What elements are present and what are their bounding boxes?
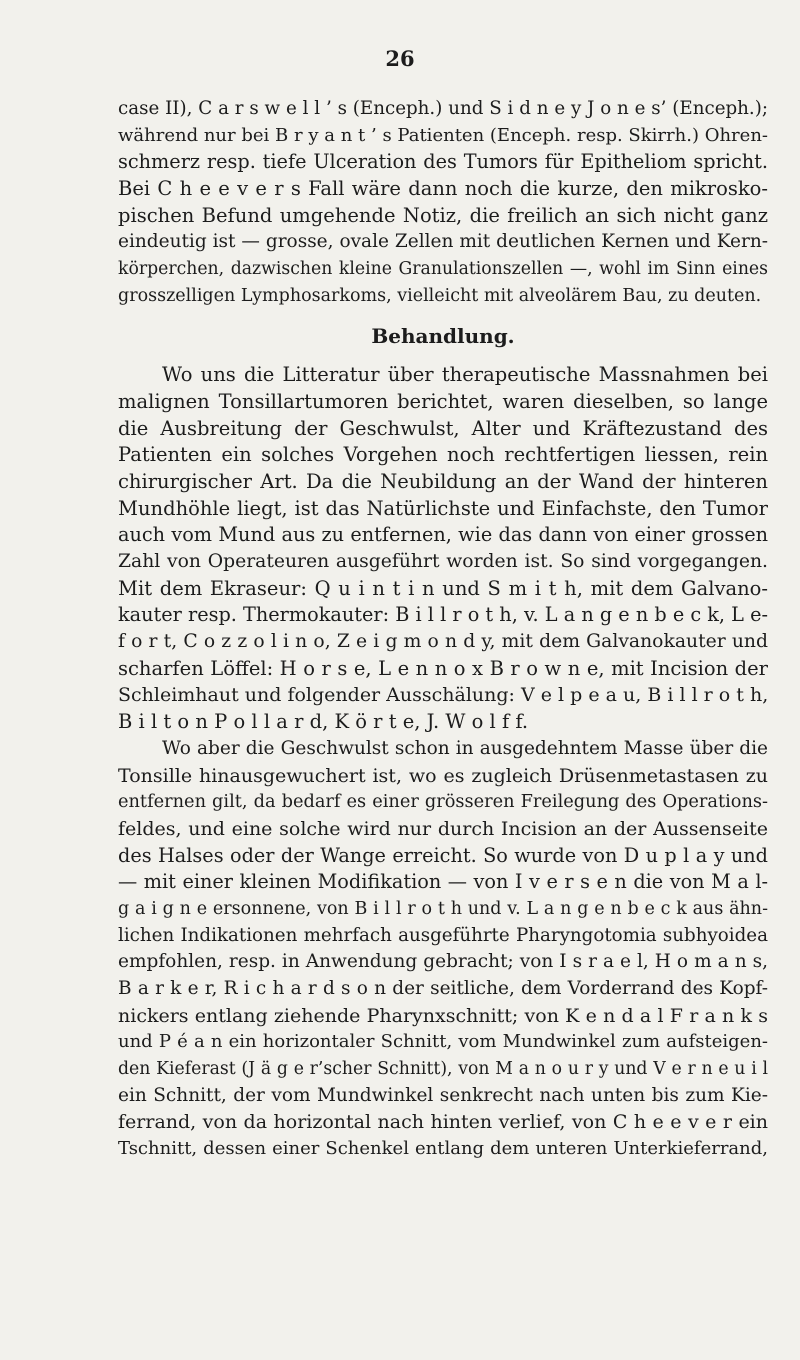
text-line: Wo uns die Litteratur über therapeutische Massnahmen bei [162,363,768,387]
text-line: Zahl von Operateuren ausgeführt worden ist. So sind vorgegangen. [118,551,768,572]
text-line: lichen Indikationen mehrfach ausgeführte Pharyngotomia subhyoidea [118,924,768,946]
text-line: Patienten ein solches Vorgehen noch rechtfertigen liessen, rein [118,443,768,467]
paragraph-2 [118,362,768,736]
text-line: kauter resp. Thermokauter: B i l l r o t h, v. L a n g e n b e c k, L e- [118,603,768,627]
text-line: während nur bei B r y a n t ’ s Patienten (Enceph. resp. Skirrh.) Ohren- [118,124,768,146]
text-line: auch vom Mund aus zu entfernen, wie das dann von einer grossen [118,523,768,547]
text-body [118,96,768,1163]
text-line: Mit dem Ekraseur: Q u i n t i n und S m i t h, mit dem Galvano- [118,576,768,600]
text-line: grosszelligen Lymphosarkoms, vielleicht mit alveolärem Bau, zu deuten. [118,285,762,306]
text-line: den Kieferast (J ä g e r’scher Schnitt), von M a n o u r y und V e r n e u i l [118,1059,768,1080]
section-heading: Behandlung. [371,323,515,348]
text-line: ein Schnitt, der vom Mundwinkel senkrecht nach unten bis zum Kie- [118,1084,768,1106]
text-line: ferrand, von da horizontal nach hinten verlief, von C h e e v e r ein [118,1111,768,1134]
text-line: Wo aber die Geschwulst schon in ausgedehntem Masse über die [162,737,768,759]
text-line: des Halses oder der Wange erreicht. So wurde von D u p l a y und [118,843,768,867]
paragraph-1 [118,96,768,310]
text-line: Schleimhaut und folgender Ausschälung: V e l p e a u, B i l l r o t h, [118,684,769,707]
text-line: körperchen, dazwischen kleine Granulationszellen —, wohl im Sinn eines [118,259,768,280]
text-line: Mundhöhle liegt, ist das Natürlichste und Einfachste, den Tumor [118,496,768,520]
text-line: nickers entlang ziehende Pharynxschnitt; von K e n d a l F r a n k s [118,1004,768,1027]
text-line: chirurgischer Art. Da die Neubildung an der Wand der hinteren [118,469,768,493]
text-line: eindeutig ist — grosse, ovale Zellen mit deutlichen Kernen und Kern- [118,231,768,253]
text-line: B i l t o n P o l l a r d, K ö r t e, J. W o l f f. [118,710,529,734]
text-line: malignen Tonsillartumoren berichtet, waren dieselben, so lange [118,389,768,413]
text-line: feldes, und eine solche wird nur durch Incision an der Aussenseite [118,817,768,840]
text-line: und P é a n ein horizontaler Schnitt, vom Mundwinkel zum aufsteigen- [118,1031,768,1053]
paragraph-3 [118,736,768,1163]
text-line: empfohlen, resp. in Anwendung gebracht; von I s r a e l, H o m a n s, [118,951,768,973]
text-line: die Ausbreitung der Geschwulst, Alter und Kräftezustand des [118,416,768,440]
text-line: Tonsille hinausgewuchert ist, wo es zugleich Drüsenmetastasen zu [118,764,768,787]
text-line: pischen Befund umgehende Notiz, die freilich an sich nicht ganz [118,203,768,227]
text-line: Bei C h e e v e r s Fall wäre dann noch die kurze, den mikrosko- [118,177,768,201]
text-line: entfernen gilt, da bedarf es einer grösseren Freilegung des Operations- [118,792,768,813]
page-number: 26 [385,46,415,71]
text-line: f o r t, C o z z o l i n o, Z e i g m o n d y, mit dem Galvanokauter und [118,631,768,653]
text-line: Tschnitt, dessen einer Schenkel entlang dem unteren Unterkieferrand, [118,1138,768,1160]
text-line: schmerz resp. tiefe Ulceration des Tumors für Epitheliom spricht. [118,150,768,174]
text-line: case II), C a r s w e l l ’ s (Enceph.) und S i d n e y J o n e s’ (Enceph.); [118,98,768,119]
text-line: B a r k e r, R i c h a r d s o n der seitliche, dem Vorderrand des Kopf- [118,978,768,999]
text-line: scharfen Löffel: H o r s e, L e n n o x B r o w n e, mit Incision der [118,656,768,680]
text-line: g a i g n e ersonnene, von B i l l r o t h und v. L a n g e n b e c k aus ähn- [118,898,768,919]
text-line: — mit einer kleinen Modifikation — von I v e r s e n die von M a l- [118,870,768,894]
